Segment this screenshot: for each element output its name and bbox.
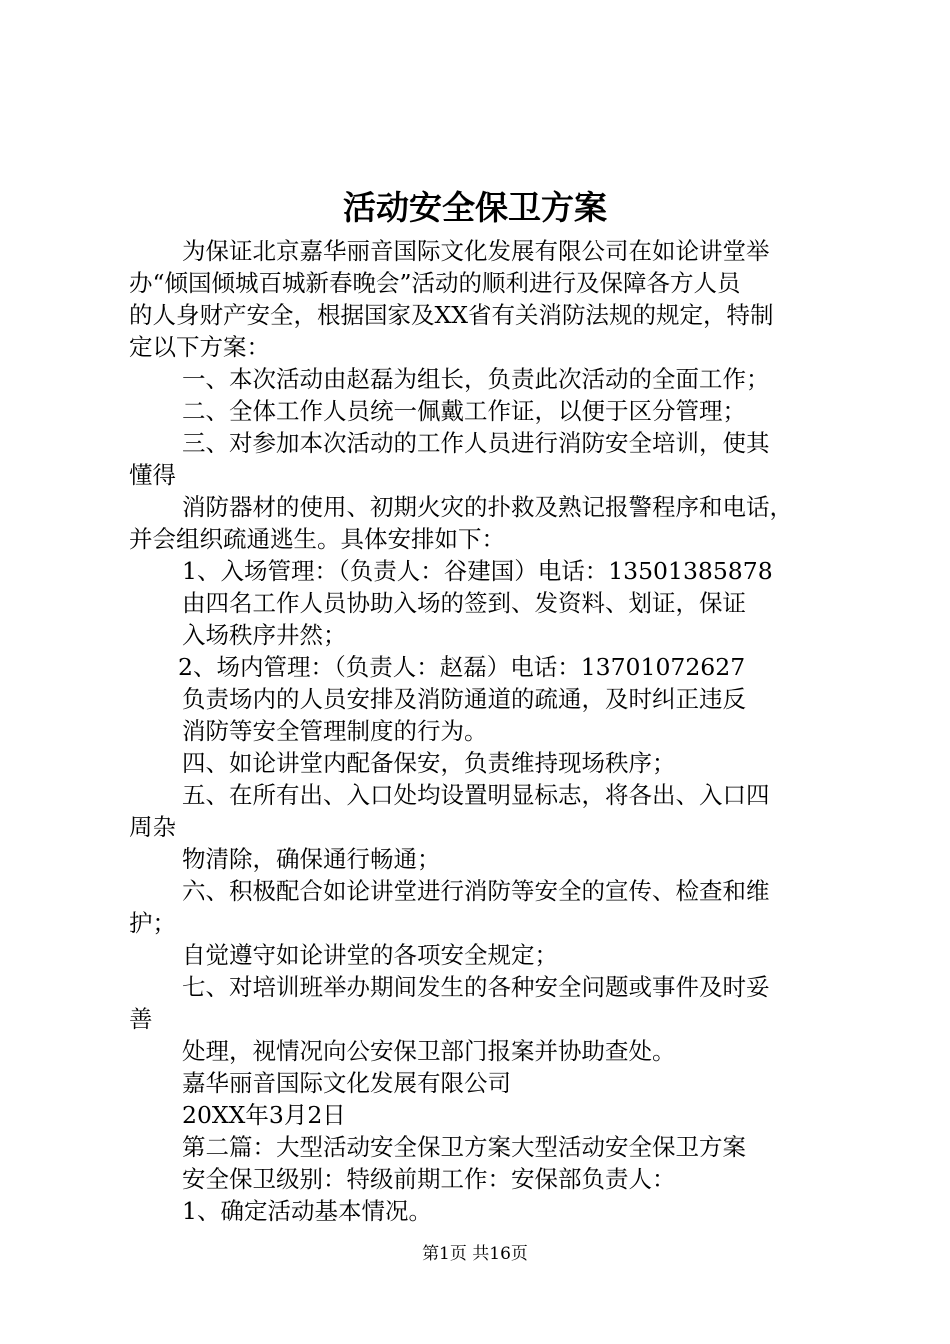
body-line: 五、在所有出、入口处均设置明显标志，将各出、入口四 bbox=[182, 781, 770, 809]
body-line: 嘉华丽音国际文化发展有限公司 bbox=[182, 1069, 511, 1097]
body-line: 自觉遵守如论讲堂的各项安全规定； bbox=[182, 941, 558, 969]
body-line: 1、入场管理：（负责人：谷建国）电话：13501385878 bbox=[182, 557, 773, 585]
body-line: 善 bbox=[129, 1005, 153, 1033]
body-line: 消防器材的使用、初期火灾的扑救及熟记报警程序和电话， bbox=[182, 493, 793, 521]
page-footer: 第1页 共16页 bbox=[422, 1244, 528, 1264]
body-line: 七、对培训班举办期间发生的各种安全问题或事件及时妥 bbox=[182, 973, 770, 1001]
body-line: 并会组织疏通逃生。具体安排如下： bbox=[129, 525, 505, 553]
body-line: 三、对参加本次活动的工作人员进行消防安全培训，使其 bbox=[182, 429, 770, 457]
body-line: 定以下方案： bbox=[129, 333, 270, 361]
body-line: 消防等安全管理制度的行为。 bbox=[182, 717, 488, 745]
body-line: 第二篇：大型活动安全保卫方案大型活动安全保卫方案 bbox=[182, 1133, 746, 1161]
body-line: 四、如论讲堂内配备保安，负责维持现场秩序； bbox=[182, 749, 676, 777]
body-line: 为保证北京嘉华丽音国际文化发展有限公司在如论讲堂举 bbox=[182, 237, 770, 265]
body-line: 六、积极配合如论讲堂进行消防等安全的宣传、检查和维 bbox=[182, 877, 770, 905]
body-line: 物清除，确保通行畅通； bbox=[182, 845, 441, 873]
body-line: 安全保卫级别：特级前期工作：安保部负责人： bbox=[182, 1165, 676, 1193]
body-line: 懂得 bbox=[129, 461, 176, 489]
body-line: 的人身财产安全，根据国家及XX省有关消防法规的规定，特制 bbox=[129, 301, 774, 329]
body-line: 周杂 bbox=[129, 813, 176, 841]
body-line: 护； bbox=[129, 909, 176, 937]
body-line: 入场秩序井然； bbox=[182, 621, 347, 649]
body-line: 20XX年3月2日 bbox=[182, 1101, 346, 1129]
body-line: 一、本次活动由赵磊为组长，负责此次活动的全面工作； bbox=[182, 365, 770, 393]
body-line: 负责场内的人员安排及消防通道的疏通，及时纠正违反 bbox=[182, 685, 746, 713]
document-title: 活动安全保卫方案 bbox=[343, 188, 607, 227]
body-line: 处理，视情况向公安保卫部门报案并协助查处。 bbox=[182, 1037, 676, 1065]
body-line: 2、场内管理：（负责人：赵磊）电话：13701072627 bbox=[178, 653, 746, 681]
body-line: 1、确定活动基本情况。 bbox=[182, 1197, 432, 1225]
body-line: 二、全体工作人员统一佩戴工作证，以便于区分管理； bbox=[182, 397, 746, 425]
body-line: 办“倾国倾城百城新春晚会”活动的顺利进行及保障各方人员 bbox=[129, 269, 741, 297]
body-line: 由四名工作人员协助入场的签到、发资料、划证，保证 bbox=[182, 589, 746, 617]
